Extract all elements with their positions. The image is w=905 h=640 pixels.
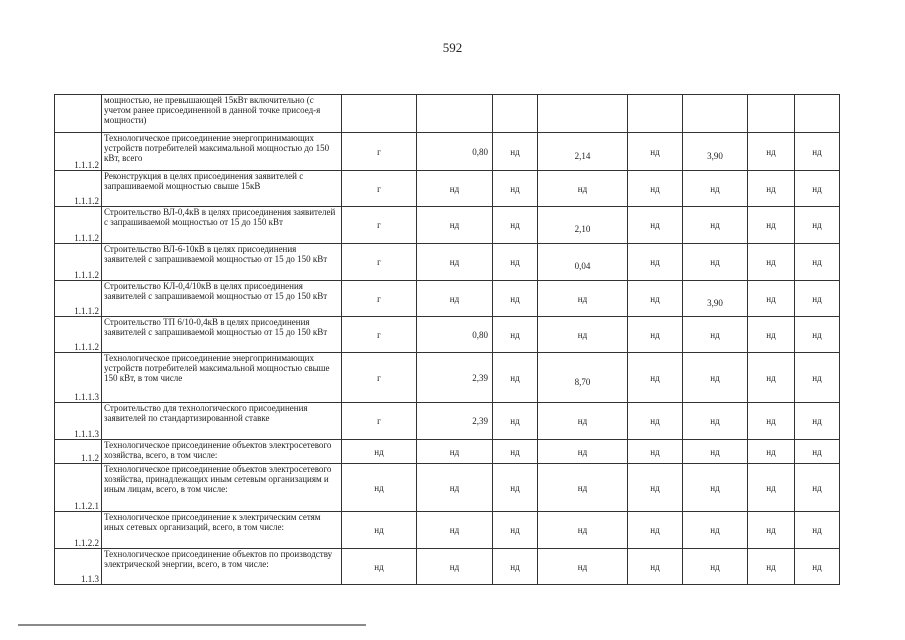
- cell-value: нд: [748, 549, 795, 585]
- cell-value: нд: [628, 353, 683, 403]
- cell-value: 3,90: [683, 133, 748, 171]
- table-row: [55, 353, 840, 403]
- cell-value: нд: [683, 317, 748, 353]
- cell-value: [795, 95, 840, 133]
- cell-value: нд: [628, 317, 683, 353]
- cell-value: нд: [417, 549, 493, 585]
- cell-value: 0,80: [417, 317, 493, 353]
- cell-value: нд: [683, 207, 748, 244]
- row-name: Технологическое присоединение объектов электросетевого хозяйства, всего, в том числе:: [102, 440, 342, 464]
- table-row: [55, 95, 840, 133]
- cell-value: г: [342, 207, 417, 244]
- cell-value: нд: [795, 403, 840, 440]
- cell-value: нд: [683, 440, 748, 464]
- cell-value: нд: [628, 464, 683, 512]
- row-code: 1.1.1.2: [55, 171, 102, 207]
- cell-value: нд: [493, 171, 538, 207]
- row-code: 1.1.1.2: [55, 317, 102, 353]
- row-name: Технологическое присоединение энергопринимающих устройств потребителей максимальной мощностью свыше 150 кВт, в том числе: [102, 353, 342, 403]
- row-code: 1.1.2.1: [55, 464, 102, 512]
- cell-value: нд: [417, 171, 493, 207]
- row-name: Технологическое присоединение объектов по производству электрической энергии, всего, в том числе:: [102, 549, 342, 585]
- cell-value: нд: [538, 464, 628, 512]
- cell-value: нд: [748, 244, 795, 281]
- cell-value: нд: [795, 440, 840, 464]
- cell-value: нд: [748, 512, 795, 549]
- cell-value: нд: [493, 317, 538, 353]
- cell-value: нд: [748, 353, 795, 403]
- cell-value: нд: [417, 244, 493, 281]
- cell-value: нд: [493, 207, 538, 244]
- cell-value: нд: [493, 281, 538, 317]
- cell-value: нд: [748, 403, 795, 440]
- row-code: 1.1.3: [55, 549, 102, 585]
- cell-value: нд: [628, 244, 683, 281]
- cell-value: нд: [748, 440, 795, 464]
- cell-value: нд: [683, 244, 748, 281]
- cell-value: нд: [493, 244, 538, 281]
- cell-value: нд: [795, 244, 840, 281]
- cell-value: нд: [493, 440, 538, 464]
- cell-value: 2,39: [417, 353, 493, 403]
- table-row: [55, 171, 840, 207]
- cell-value: нд: [417, 281, 493, 317]
- row-name: Технологическое присоединение энергопринимающих устройств потребителей максимальной мощностью до 150 кВт, всего: [102, 133, 342, 171]
- row-name: Строительство КЛ-0,4/10кВ в целях присоединения заявителей с запрашиваемой мощностью от 15 до 150 кВт: [102, 281, 342, 317]
- table-row: [55, 133, 840, 171]
- cell-value: нд: [342, 440, 417, 464]
- cell-value: нд: [748, 281, 795, 317]
- cell-value: нд: [795, 317, 840, 353]
- cell-value: нд: [628, 403, 683, 440]
- page-number: 592: [442, 40, 463, 55]
- cell-value: нд: [795, 512, 840, 549]
- cell-value: нд: [795, 281, 840, 317]
- cell-value: г: [342, 171, 417, 207]
- cell-value: нд: [342, 549, 417, 585]
- cell-value: нд: [538, 512, 628, 549]
- row-name: Технологическое присоединение к электрическим сетям иных сетевых организаций, всего, в том числе:: [102, 512, 342, 549]
- cell-value: г: [342, 244, 417, 281]
- table-row: [55, 244, 840, 281]
- cell-value: нд: [795, 171, 840, 207]
- cell-value: нд: [417, 440, 493, 464]
- table-row: [55, 549, 840, 585]
- cell-value: нд: [342, 464, 417, 512]
- row-name: Строительство ВЛ-0,4кВ в целях присоединения заявителей с запрашиваемой мощностью от 15 до 150 кВт: [102, 207, 342, 244]
- row-name: Строительство ВЛ-6-10кВ в целях присоединения заявителей с запрашиваемой мощностью от 15 до 150 кВт: [102, 244, 342, 281]
- cell-value: нд: [493, 549, 538, 585]
- row-code: 1.1.1.3: [55, 353, 102, 403]
- table-row: [55, 464, 840, 512]
- cell-value: нд: [628, 133, 683, 171]
- cell-value: нд: [493, 353, 538, 403]
- row-code: [55, 95, 102, 133]
- cell-value: нд: [795, 549, 840, 585]
- cell-value: нд: [493, 403, 538, 440]
- cell-value: г: [342, 133, 417, 171]
- cell-value: нд: [795, 207, 840, 244]
- cell-value: нд: [683, 403, 748, 440]
- cell-value: нд: [683, 171, 748, 207]
- row-name: Строительство для технологического присоединения заявителей по стандартизированной ставке: [102, 403, 342, 440]
- row-name: Строительство ТП 6/10-0,4кВ в целях присоединения заявителей с запрашиваемой мощностью от 15 до 150 кВт: [102, 317, 342, 353]
- row-name: Реконструкция в целях присоединения заявителей с запрашиваемой мощностью свыше 15кВ: [102, 171, 342, 207]
- cell-value: нд: [538, 281, 628, 317]
- table-row: [55, 317, 840, 353]
- cell-value: нд: [683, 464, 748, 512]
- cell-value: г: [342, 353, 417, 403]
- cell-value: нд: [628, 207, 683, 244]
- row-code: 1.1.2.2: [55, 512, 102, 549]
- cell-value: нд: [683, 549, 748, 585]
- cell-value: [628, 95, 683, 133]
- cell-value: нд: [538, 317, 628, 353]
- cell-value: нд: [538, 440, 628, 464]
- cell-value: нд: [493, 464, 538, 512]
- cell-value: г: [342, 317, 417, 353]
- cell-value: г: [342, 281, 417, 317]
- cell-value: нд: [342, 512, 417, 549]
- table-row: [55, 281, 840, 317]
- cell-value: 0,80: [417, 133, 493, 171]
- cell-value: нд: [683, 512, 748, 549]
- data-table: [54, 94, 840, 585]
- cell-value: нд: [417, 512, 493, 549]
- cell-value: нд: [628, 171, 683, 207]
- footer-rule: [18, 624, 366, 626]
- cell-value: нд: [538, 171, 628, 207]
- row-code: 1.1.1.2: [55, 281, 102, 317]
- cell-value: [748, 95, 795, 133]
- cell-value: [683, 95, 748, 133]
- cell-value: 3,90: [683, 281, 748, 317]
- cell-value: нд: [795, 464, 840, 512]
- row-name: Технологическое присоединение объектов электросетевого хозяйства, принадлежащих иным сетевым организациям и иным лицам, всего, в том числе:: [102, 464, 342, 512]
- cell-value: 0,04: [538, 244, 628, 281]
- cell-value: 2,10: [538, 207, 628, 244]
- row-code: 1.1.1.2: [55, 133, 102, 171]
- row-code: 1.1.1.3: [55, 403, 102, 440]
- cell-value: г: [342, 403, 417, 440]
- cell-value: нд: [628, 440, 683, 464]
- cell-value: 2,14: [538, 133, 628, 171]
- cell-value: нд: [795, 353, 840, 403]
- cell-value: нд: [538, 549, 628, 585]
- cell-value: [538, 95, 628, 133]
- table-row: [55, 440, 840, 464]
- row-code: 1.1.2: [55, 440, 102, 464]
- cell-value: нд: [795, 133, 840, 171]
- cell-value: нд: [748, 207, 795, 244]
- cell-value: нд: [748, 171, 795, 207]
- cell-value: нд: [628, 281, 683, 317]
- cell-value: [493, 95, 538, 133]
- cell-value: 2,39: [417, 403, 493, 440]
- table-row: [55, 207, 840, 244]
- cell-value: нд: [538, 403, 628, 440]
- row-code: 1.1.1.2: [55, 207, 102, 244]
- table-row: [55, 512, 840, 549]
- cell-value: [417, 95, 493, 133]
- table-row: [55, 403, 840, 440]
- cell-value: нд: [628, 549, 683, 585]
- row-name: мощностью, не превышающей 15кВт включительно (с учетом ранее присоединенной в данной точке присоед-я мощности): [102, 95, 342, 133]
- cell-value: нд: [748, 317, 795, 353]
- cell-value: нд: [683, 353, 748, 403]
- cell-value: нд: [493, 133, 538, 171]
- row-code: 1.1.1.2: [55, 244, 102, 281]
- cell-value: нд: [748, 133, 795, 171]
- cell-value: нд: [748, 464, 795, 512]
- cell-value: нд: [493, 512, 538, 549]
- cell-value: [342, 95, 417, 133]
- cell-value: 8,70: [538, 353, 628, 403]
- cell-value: нд: [628, 512, 683, 549]
- cell-value: нд: [417, 464, 493, 512]
- cell-value: нд: [417, 207, 493, 244]
